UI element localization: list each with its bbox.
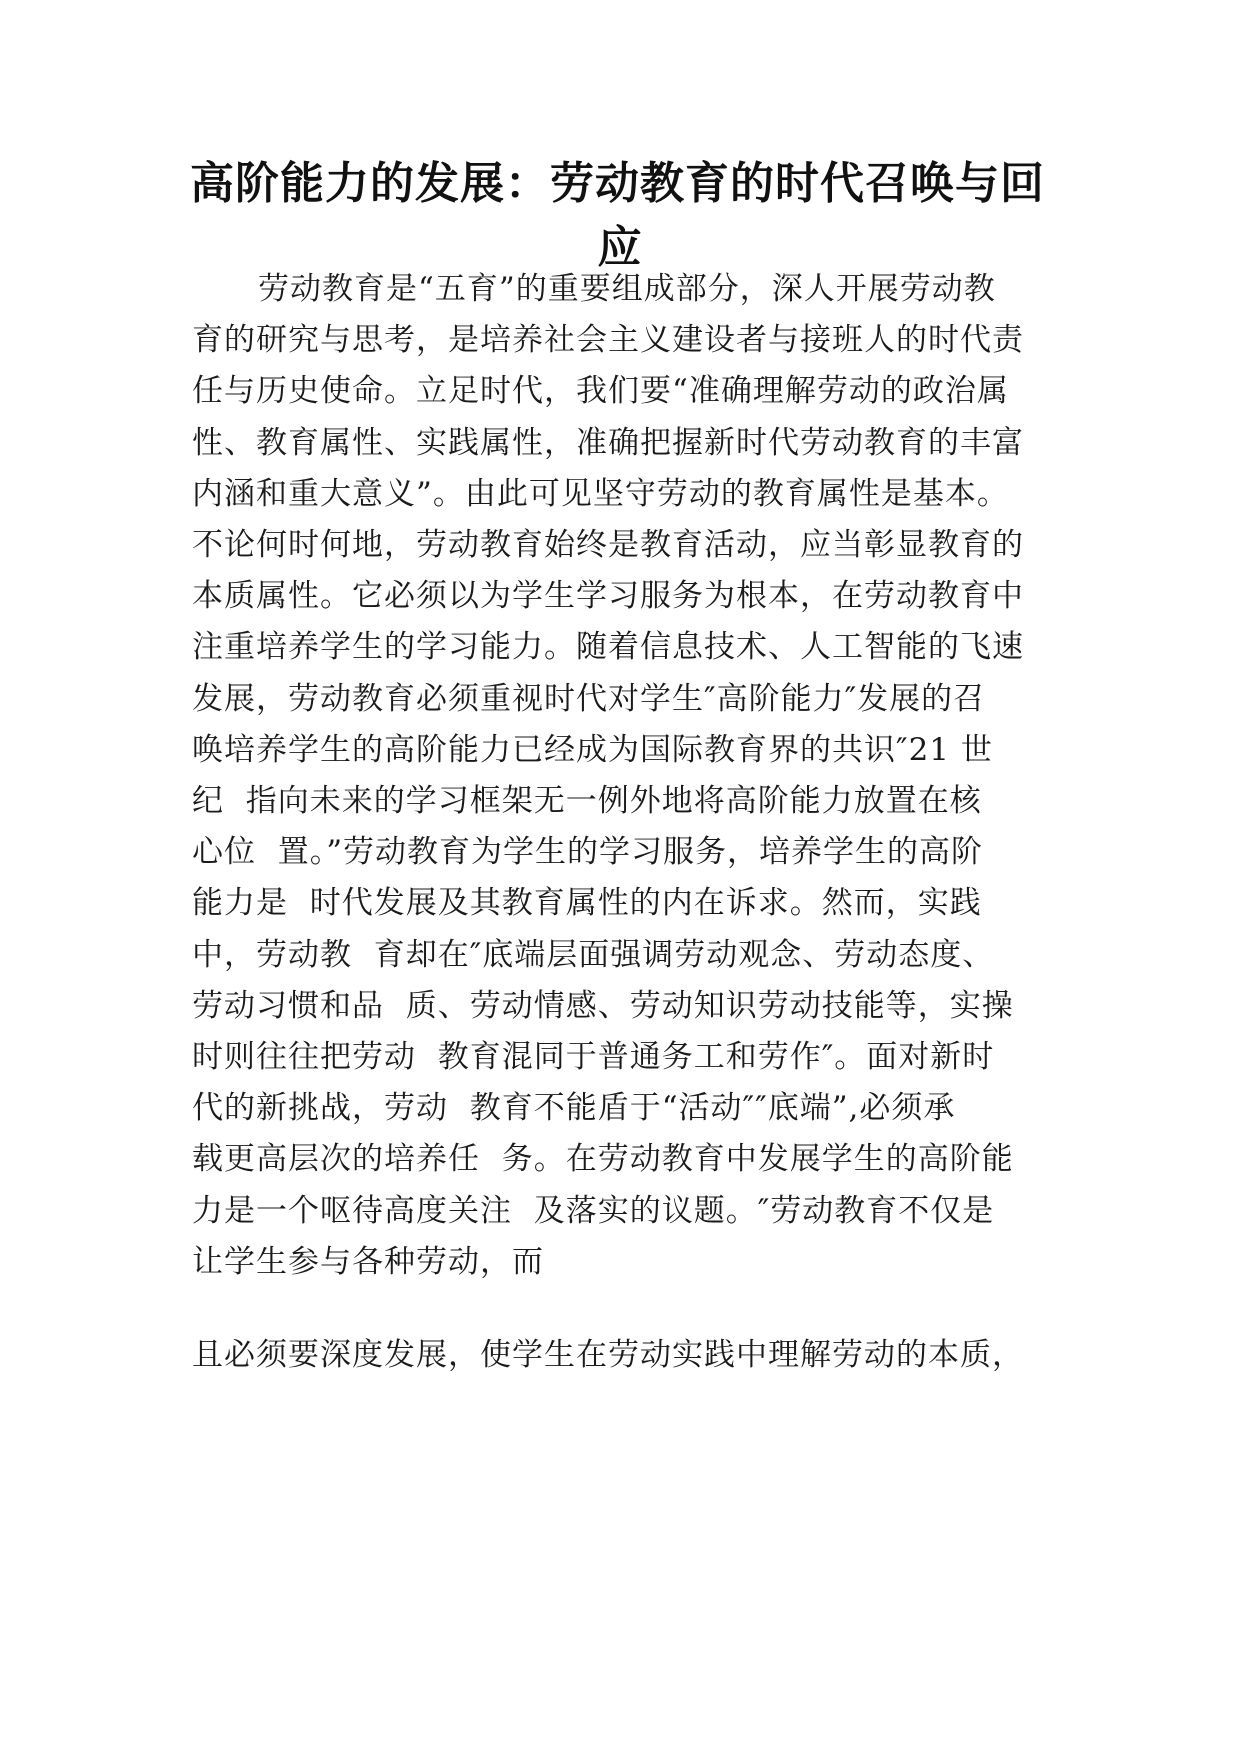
paragraph-line: 本质属性。它必须以为学生学习服务为根本，在劳动教育中 [192,578,1024,615]
paragraph-line: 劳动习惯和品 质、劳动情感、劳动知识劳动技能等，实操 [192,987,1014,1024]
paragraph-line: 时则往往把劳动 教育混同于普通务工和劳作″。面对新时 [192,1039,995,1076]
title-line-1: 高阶能力的发展：劳动教育的时代召唤与回 [190,158,1045,209]
paragraph-line: 内涵和重大意义”。由此可见坚守劳动的教育属性是基本。 [192,475,1009,512]
paragraph-line: 中，劳动教 育却在″底端层面强调劳动观念、劳动态度、 [192,936,995,973]
paragraph-line: 不论何时何地，劳动教育始终是教育活动，应当彰显教育的 [192,527,1024,564]
body-paragraph [192,264,1062,1288]
paragraph-line: 载更高层次的培养任 务。在劳动教育中发展学生的高阶能 [192,1141,1014,1178]
paragraph-line: 让学生参与各种劳动，而 [192,1243,544,1280]
continuation-line: 且必须要深度发展，使学生在劳动实践中理解劳动的本质， [192,1337,1024,1373]
paragraph-line: 劳动教育是“五育”的重要组成部分，深人开展劳动教 [258,271,996,307]
paragraph-line: 纪 指向未来的学习框架无一例外地将高阶能力放置在核 [192,783,982,820]
paragraph-line: 能力是 时代发展及其教育属性的内在诉求。然而，实践 [192,885,982,922]
paragraph-line: 唤培养学生的高阶能力已经成为国际教育界的共识″21 世 [192,731,993,768]
paragraph-line: 心位 置。”劳动教育为学生的学习服务，培养学生的高阶 [192,834,984,871]
title-line-2: 应 [597,222,643,273]
paragraph-line: 任与历史使命。立足时代，我们要“准确理解劳动的政治属 [192,373,1009,410]
paragraph-line: 代的新挑战，劳动 教育不能盾于“活动″″底端”,必须承 [192,1090,956,1127]
paragraph-line: 育的研究与思考，是培养社会主义建设者与接班人的时代责 [192,322,1024,359]
paragraph-line: 注重培养学生的学习能力。随着信息技术、人工智能的飞速 [192,629,1024,666]
document-title [190,152,1050,280]
paragraph-line: 力是一个呕待高度关注 及落实的议题。″劳动教育不仅是 [192,1192,995,1229]
paragraph-line: 发展，劳动教育必须重视时代对学生″高阶能力″发展的召 [192,680,986,717]
paragraph-line: 性、教育属性、实践属性，准确把握新时代劳动教育的丰富 [192,424,1024,461]
